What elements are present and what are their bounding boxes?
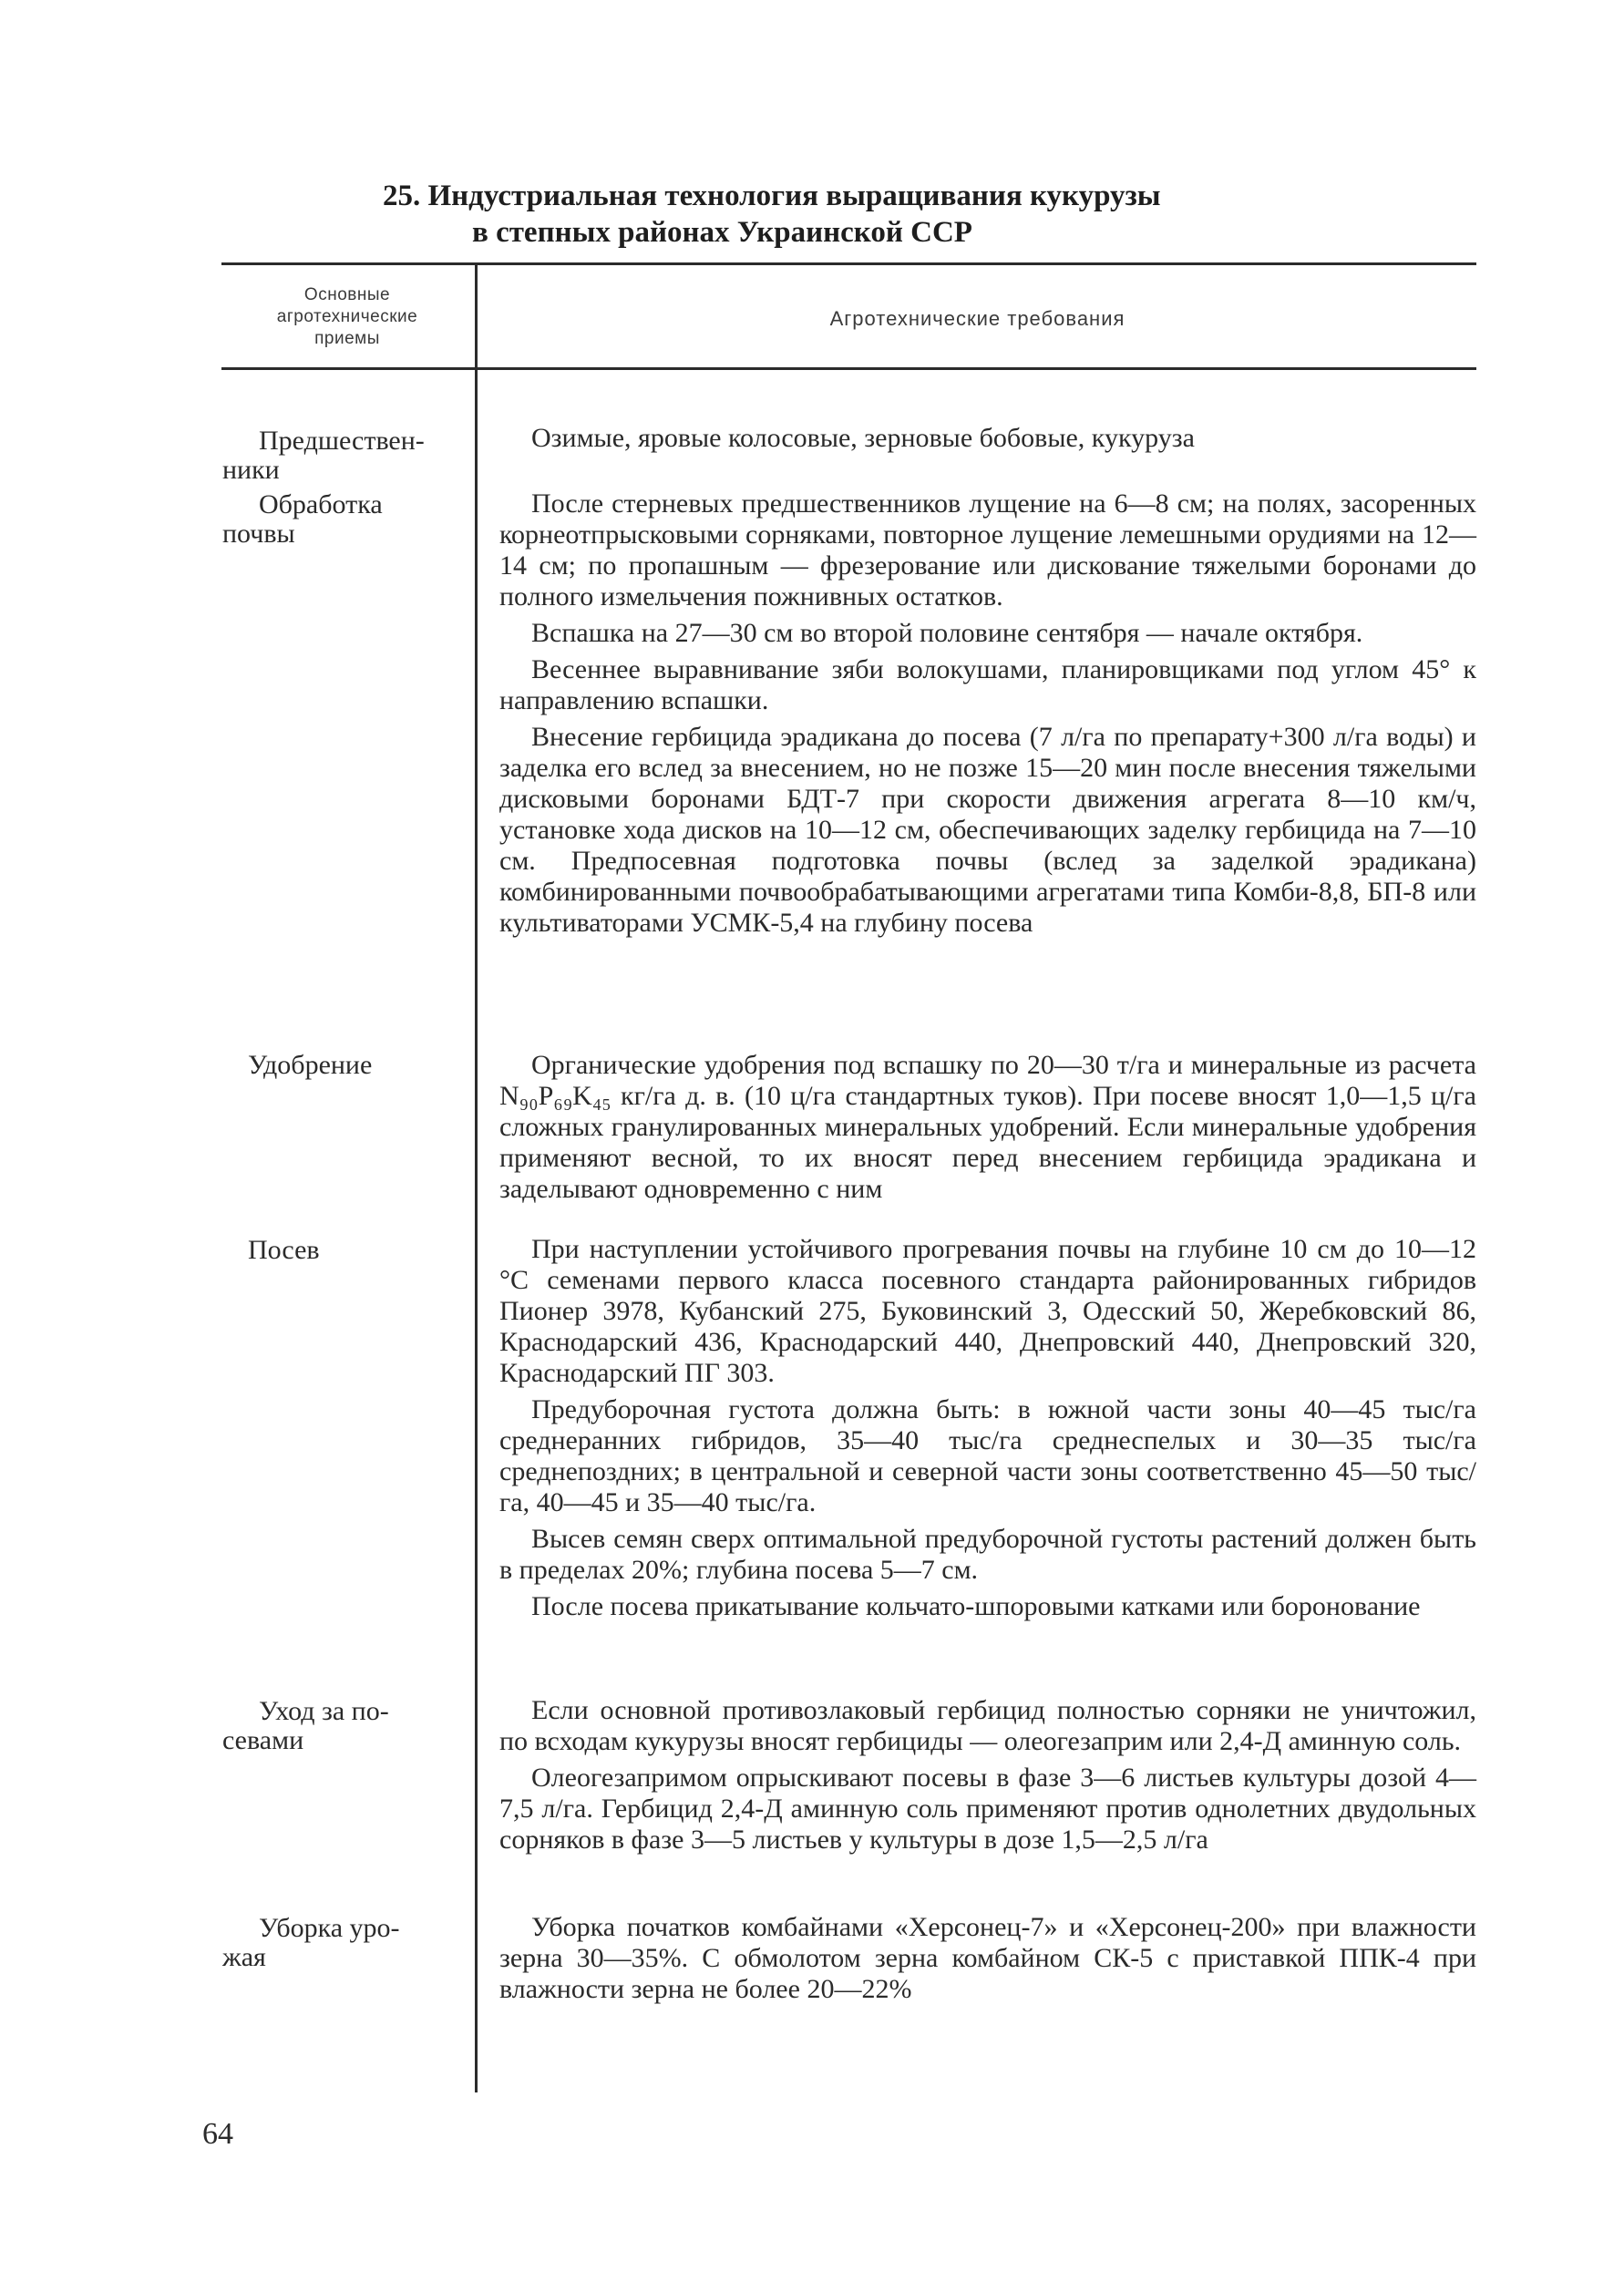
table-title xyxy=(383,178,1294,251)
row-label-sowing: Посев xyxy=(248,1235,320,1265)
row-text-predecessors xyxy=(499,423,1476,459)
table-column-divider xyxy=(475,262,478,2092)
table-title-line-1: 25. Индустриальная технология выращивания кукурузы xyxy=(383,180,1161,212)
row-text-fertilizer xyxy=(499,1050,1476,1210)
paragraph: После посева прикатывание кольчато-шпоровыми катками или боронование xyxy=(531,1591,1421,1621)
row-text-harvest xyxy=(499,1912,1476,2010)
row-label-care: Уход за по- севами xyxy=(222,1696,389,1755)
table-header-rule xyxy=(221,367,1476,370)
page-number: 64 xyxy=(202,2117,233,2151)
paragraph: Озимые, яровые колосовые, зерновые бобовые, кукуруза xyxy=(531,423,1195,453)
header-left-line: приемы xyxy=(314,329,380,348)
row-label-fertilizer: Удобрение xyxy=(248,1050,373,1080)
paragraph: При наступлении устойчивого прогревания почвы на глубине 10 см до 10—12 °С семенами первого класса посевного стандарта районированных гибридов Пионер 3978, Кубанский 275, Буковинский 3, Одесский 50, Жеребковский 86, Краснодарский 436, Краснодарский 440, Днепровский 440, Днепровский 320, Краснодарский ПГ 303. xyxy=(499,1234,1476,1388)
paragraph: Органические удобрения под вспашку по 20—30 т/га и минеральные из расчета N₉₀P₆₉K₄₅ кг/га д. в. (10 ц/га стандартных туков). При посеве вносят 1,0—1,5 ц/га сложных гранулированных минеральных удобрений. Если минеральные удобрения применяют весной, то их вносят перед внесением гербицида эрадикана и заделывают одновременно с ним xyxy=(499,1050,1476,1204)
paragraph: Если основной противозлаковый гербицид полностью сорняки не уничтожил, по всходам кукурузы вносят гербициды — олеогезаприм или 2,4-Д аминную соль. xyxy=(499,1695,1476,1756)
row-text-soil xyxy=(499,488,1476,944)
row-text-sowing xyxy=(499,1234,1476,1628)
paragraph: После стерневых предшественников лущение на 6—8 см; на полях, засоренных корнеотпрысковыми сорняками, повторное лущение лемешными орудиями на 12—14 см; по пропашным — фрезерование или дискование тяжелыми боронами до полного измельчения пожнивных остатков. xyxy=(499,488,1476,612)
paragraph: Вспашка на 27—30 см во второй половине сентября — начале октября. xyxy=(531,618,1363,648)
paragraph: Уборка початков комбайнами «Херсонец-7» и «Херсонец-200» при влажности зерна 30—35%. С обмолотом зерна комбайном СК-5 с приставкой ППК-4 при влажности зерна не более 20—22% xyxy=(499,1912,1476,2004)
table-top-rule xyxy=(221,262,1476,265)
row-text-care xyxy=(499,1695,1476,1861)
table-title-line-2: в степных районах Украинской ССР xyxy=(472,216,972,249)
header-column-techniques xyxy=(221,284,473,350)
row-label-predecessors: Предшествен- ники xyxy=(222,426,425,485)
header-column-requirements: Агротехнические требования xyxy=(829,307,1125,330)
row-label-soil: Обработка почвы xyxy=(222,489,383,549)
paragraph: Внесение гербицида эрадикана до посева (7 л/га по препарату+300 л/га воды) и заделка его вслед за внесением, но не позже 15—20 мин после внесения тяжелыми дисковыми боронами БДТ-7 при скорости движения агрегата 8—10 км/ч, установке хода дисков на 10—12 см, обеспечивающих заделку гербицида на 7—10 см. Предпосевная подготовка почвы (вслед за заделкой эрадикана) комбинированными почвообрабатывающими агрегатами типа Комби-8,8, БП-8 или культиваторами УСМК-5,4 на глубину посева xyxy=(499,722,1476,938)
paragraph: Весеннее выравнивание зяби волокушами, планировщиками под углом 45° к направлению вспашки. xyxy=(499,654,1476,715)
paragraph: Олеогезапримом опрыскивают посевы в фазе 3—6 листьев культуры дозой 4—7,5 л/га. Гербицид 2,4-Д аминную соль применяют против однолетних двудольных сорняков в фазе 3—5 листьев у культуры в дозе 1,5—2,5 л/га xyxy=(499,1763,1476,1855)
header-left-line: агротехнические xyxy=(276,307,418,326)
paragraph: Высев семян сверх оптимальной предуборочной густоты растений должен быть в пределах 20%; глубина посева 5—7 см. xyxy=(499,1524,1476,1585)
header-left-line: Основные xyxy=(303,285,391,304)
paragraph: Предуборочная густота должна быть: в южной части зоны 40—45 тыс/га среднеранних гибридов, 35—40 тыс/га среднеспелых и 30—35 тыс/га среднепоздних; в центральной и северной части зоны соответственно 45—50 тыс/га, 40—45 и 35—40 тыс/га. xyxy=(499,1394,1476,1517)
row-label-harvest: Уборка уро- жая xyxy=(222,1913,400,1972)
